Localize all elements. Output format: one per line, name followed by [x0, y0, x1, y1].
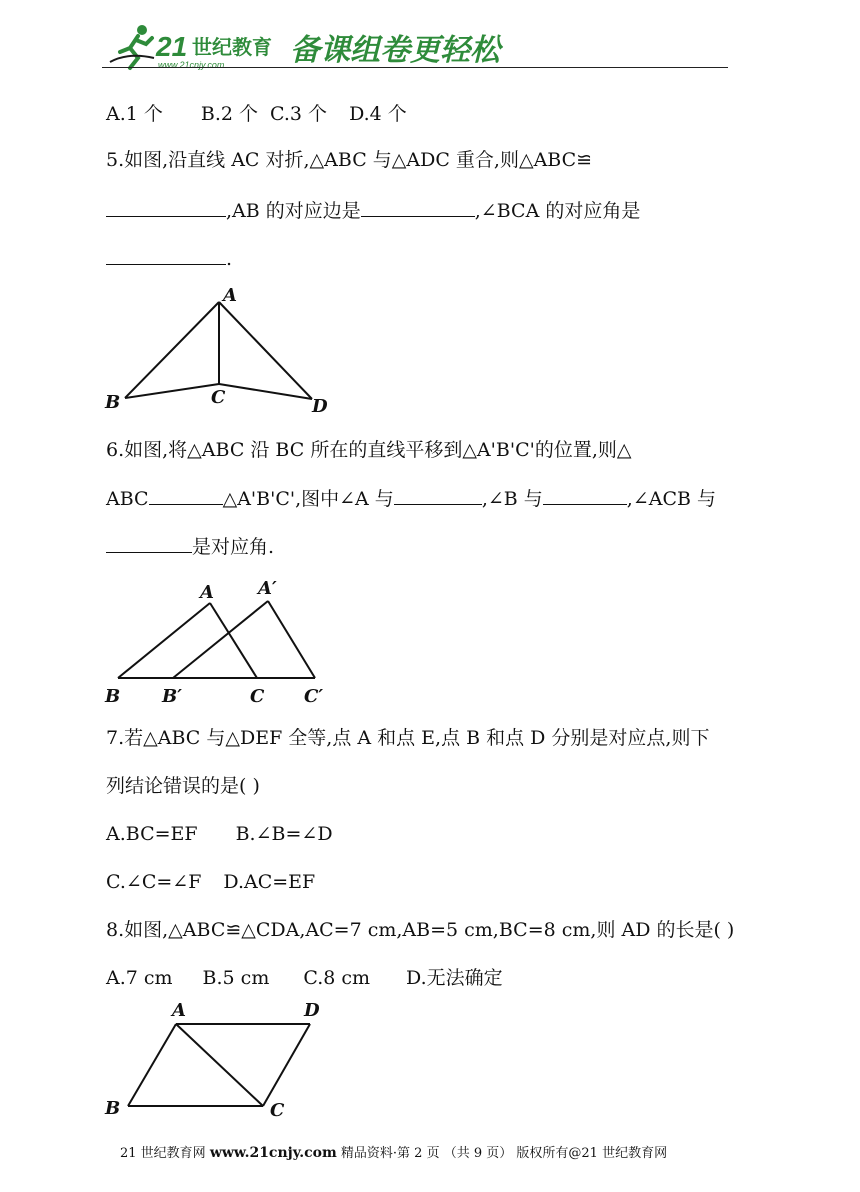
- header-rule: [102, 67, 728, 68]
- label-c: C: [250, 686, 265, 707]
- answer-blank[interactable]: [149, 486, 223, 505]
- label-d: D: [304, 1000, 320, 1021]
- label-c-prime: C′: [304, 686, 324, 707]
- label-a-prime: A′: [258, 578, 277, 599]
- q4-options: [106, 102, 407, 126]
- q7-option-d: D.AC=EF: [223, 871, 316, 893]
- q8-option-d: D.无法确定: [406, 967, 503, 989]
- q5-line3: [106, 246, 232, 271]
- q4-option-c: C.3 个: [270, 103, 328, 125]
- label-a: A: [223, 285, 237, 306]
- label-a: A: [172, 1000, 186, 1021]
- slogan: 备课组卷更轻松: [290, 33, 500, 68]
- q5-figure: [100, 282, 340, 417]
- header-logo: [108, 22, 528, 72]
- runner-icon: [110, 25, 154, 68]
- q6-line1: 6.如图,将△ABC 沿 BC 所在的直线平移到△A'B'C'的位置,则△: [106, 439, 632, 461]
- q6-line3: [106, 534, 274, 559]
- answer-blank[interactable]: [106, 198, 226, 217]
- q4-option-b: B.2 个: [200, 103, 259, 125]
- label-b: B: [105, 1098, 121, 1119]
- footer-left: 21 世纪教育网: [120, 1146, 206, 1161]
- q6-line2: [106, 486, 716, 511]
- q6-line2-mid1: △A'B'C',图中∠A 与: [222, 488, 394, 510]
- q5-line2: [106, 198, 640, 223]
- q6-line2-start: ABC: [106, 488, 149, 510]
- q8-line1: 8.如图,△ABC≌△CDA,AC=7 cm,AB=5 cm,BC=8 cm,则 AD 的长是( ): [106, 919, 735, 941]
- label-b: B: [105, 686, 121, 707]
- q7-line2: 列结论错误的是( ): [106, 775, 260, 797]
- q7-option-a: A.BC=EF: [106, 823, 198, 845]
- answer-blank[interactable]: [106, 534, 192, 553]
- answer-blank[interactable]: [394, 486, 482, 505]
- q4-option-a: A.1 个: [106, 103, 163, 125]
- q6-line3-end: 是对应角.: [192, 536, 275, 558]
- label-d: D: [312, 396, 328, 417]
- q7-option-b: B.∠B=∠D: [235, 823, 333, 845]
- label-b: B: [105, 392, 121, 413]
- q4-option-d: D.4 个: [349, 103, 407, 125]
- brand-url: www.21cnjy.com: [158, 60, 225, 70]
- q7-options-row2: [106, 870, 315, 894]
- q6-figure: [100, 572, 360, 710]
- q8-option-c: C.8 cm: [303, 967, 371, 989]
- brand-number: 21: [156, 31, 188, 62]
- q5-line1: 5.如图,沿直线 AC 对折,△ABC 与△ADC 重合,则△ABC≌: [106, 149, 593, 171]
- label-a: A: [200, 582, 214, 603]
- q7-line1: 7.若△ABC 与△DEF 全等,点 A 和点 E,点 B 和点 D 分别是对应点,则下: [106, 727, 710, 749]
- footer-right: 精品资料·第 2 页 （共 9 页） 版权所有@21 世纪教育网: [340, 1146, 668, 1161]
- page-footer: [120, 1142, 667, 1161]
- answer-blank[interactable]: [106, 246, 226, 265]
- q5-line2-end: ,∠BCA 的对应角是: [474, 200, 641, 222]
- brand-cn: 世纪教育: [192, 35, 272, 59]
- answer-blank[interactable]: [361, 198, 475, 217]
- q7-options-row1: [106, 822, 333, 846]
- q8-option-b: B.5 cm: [202, 967, 270, 989]
- footer-site-link[interactable]: www.21cnjy.com: [209, 1145, 337, 1161]
- label-c: C: [211, 387, 226, 408]
- q7-option-c: C.∠C=∠F: [106, 871, 202, 893]
- label-b-prime: B′: [162, 686, 182, 707]
- q8-option-a: A.7 cm: [106, 967, 173, 989]
- q5-line3-end: .: [226, 248, 233, 270]
- q6-line2-mid2: ,∠B 与: [481, 488, 543, 510]
- q6-line2-mid3: ,∠ACB 与: [626, 488, 717, 510]
- q5-line2-mid: ,AB 的对应边是: [226, 200, 361, 222]
- answer-blank[interactable]: [543, 486, 627, 505]
- q8-options: [106, 966, 503, 990]
- q8-figure: [100, 996, 340, 1120]
- label-c: C: [270, 1100, 285, 1120]
